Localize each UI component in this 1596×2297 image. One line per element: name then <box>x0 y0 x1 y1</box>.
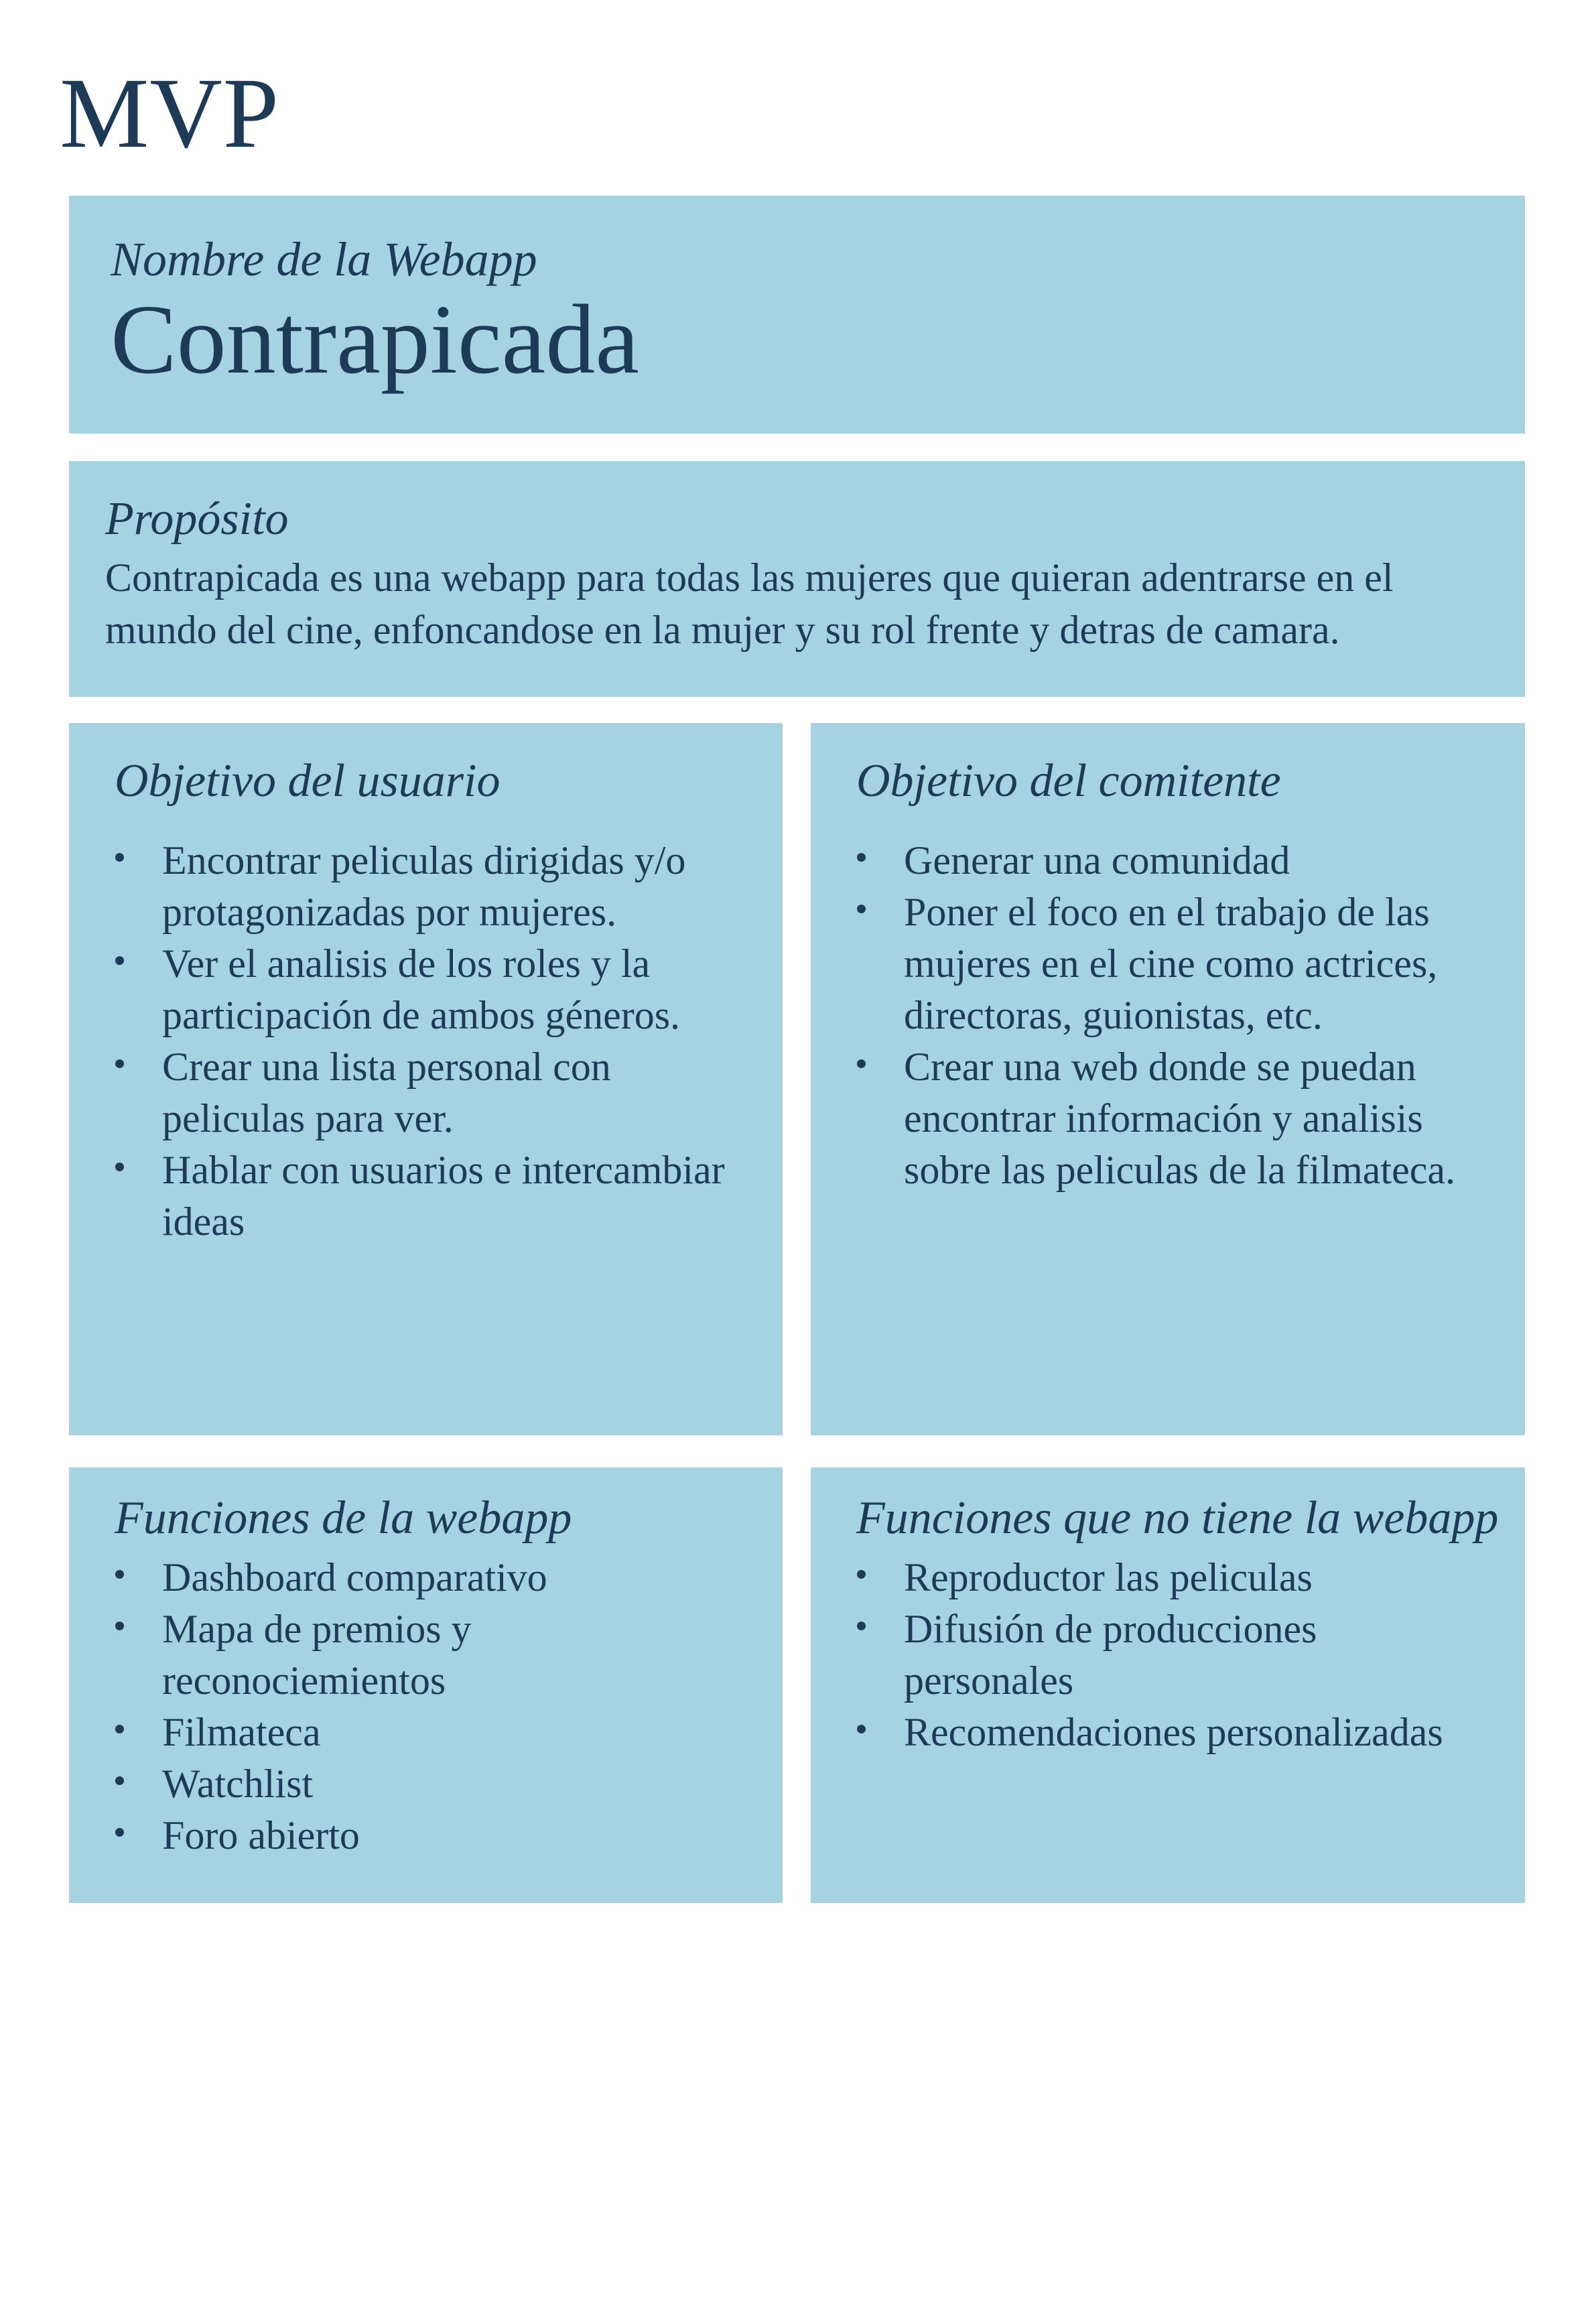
features-row <box>69 1467 1525 1903</box>
card-app-name <box>69 196 1525 434</box>
app-name-value: Contrapicada <box>111 285 639 395</box>
purpose-body: Contrapicada es una webapp para todas las mujeres que quieran adentrarse en el mundo del cine, enfoncandose en la mujer y su rol frente y detras de camara. <box>105 555 1394 652</box>
user-goal-item: Ver el analisis de los roles y la participación de ambos géneros. <box>115 938 733 1041</box>
client-goal-item: Crear una web donde se puedan encontrar información y analisis sobre las peliculas de la filmateca. <box>856 1041 1470 1196</box>
feature-item: Mapa de premios y reconociemientos <box>115 1603 733 1707</box>
feature-item: Filmateca <box>115 1707 733 1758</box>
features-list <box>115 1552 783 1861</box>
user-goals-list <box>115 835 783 1248</box>
non-feature-item: Difusión de producciones personales <box>856 1603 1470 1707</box>
goals-row <box>69 723 1525 1435</box>
non-features-list <box>856 1552 1525 1758</box>
card-non-features <box>811 1467 1525 1903</box>
feature-item: Foro abierto <box>115 1810 733 1861</box>
card-user-goals <box>69 723 783 1435</box>
card-purpose <box>69 461 1525 697</box>
user-goal-item: Crear una lista personal con peliculas para ver. <box>115 1041 733 1144</box>
non-features-title: Funciones que no tiene la webapp <box>856 1492 1499 1544</box>
client-goal-item: Poner el foco en el trabajo de las mujeres en el cine como actrices, directoras, guionistas, etc. <box>856 887 1470 1041</box>
client-goals-list <box>856 835 1525 1196</box>
purpose-title: Propósito <box>105 493 289 545</box>
feature-item: Dashboard comparativo <box>115 1552 733 1603</box>
card-client-goals <box>811 723 1525 1435</box>
user-goals-title: Objetivo del usuario <box>115 755 501 807</box>
client-goals-title: Objetivo del comitente <box>856 755 1281 807</box>
card-features <box>69 1467 783 1903</box>
user-goal-item: Hablar con usuarios e intercambiar ideas <box>115 1144 733 1248</box>
non-feature-item: Recomendaciones personalizadas <box>856 1707 1470 1758</box>
page-title: MVP <box>60 58 280 169</box>
features-title: Funciones de la webapp <box>115 1492 572 1544</box>
non-feature-item: Reproductor las peliculas <box>856 1552 1470 1603</box>
app-name-label: Nombre de la Webapp <box>111 233 537 286</box>
user-goal-item: Encontrar peliculas dirigidas y/o protagonizadas por mujeres. <box>115 835 733 938</box>
feature-item: Watchlist <box>115 1758 733 1810</box>
client-goal-item: Generar una comunidad <box>856 835 1470 887</box>
